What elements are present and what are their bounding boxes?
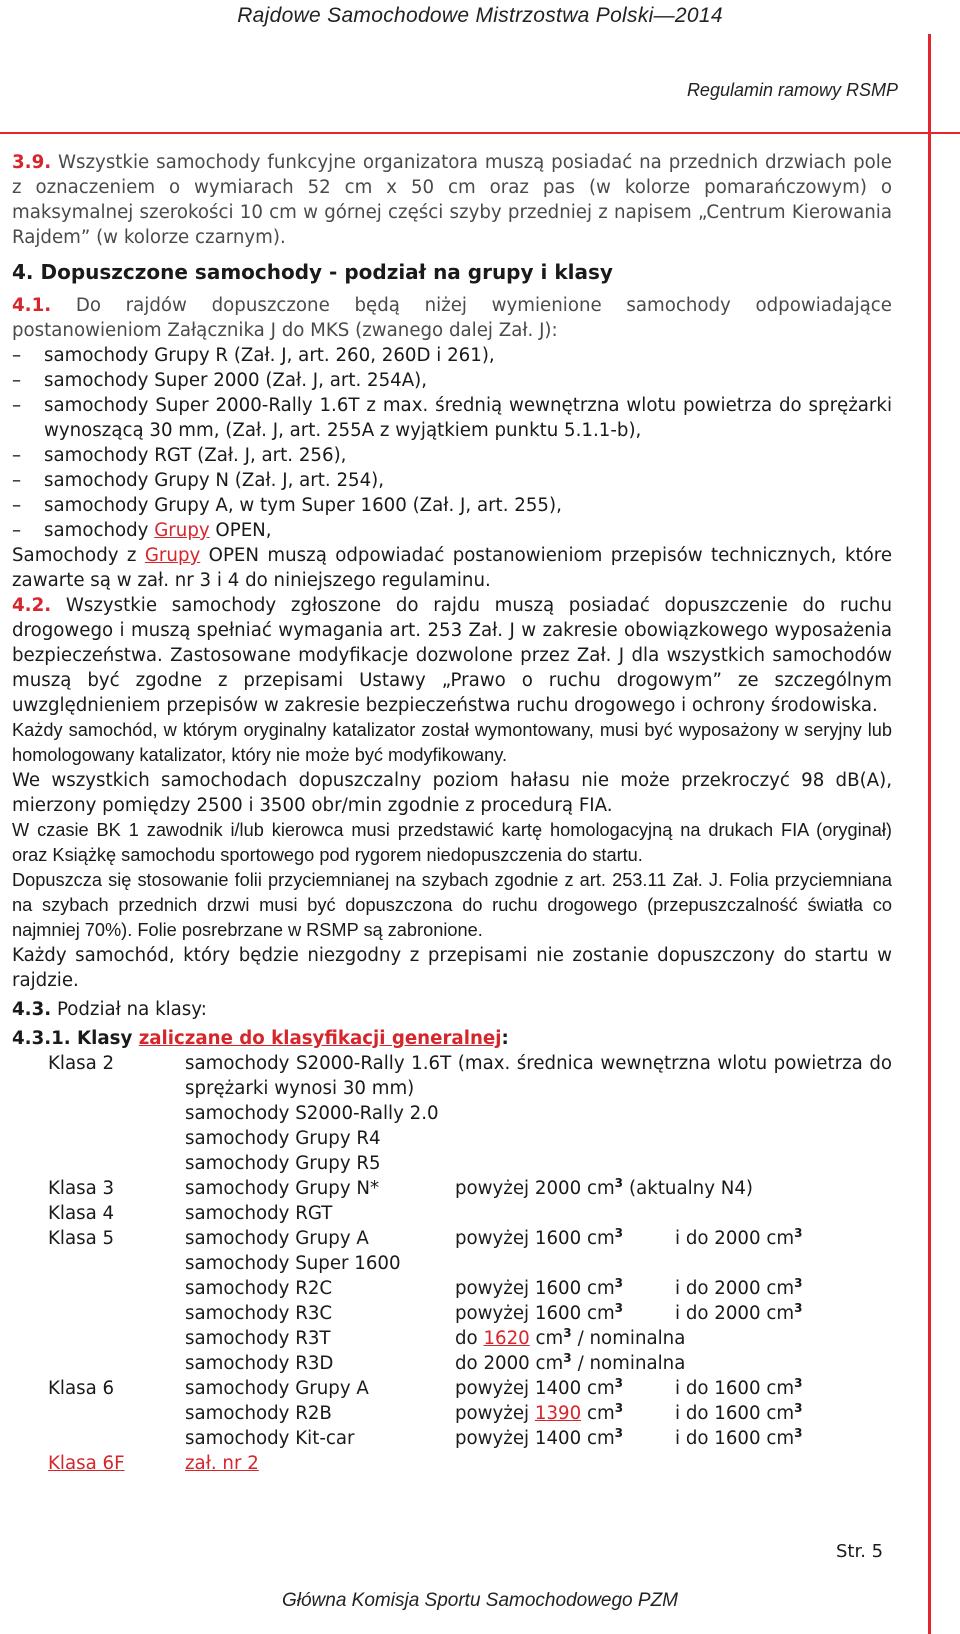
- link-grupy[interactable]: Grupy: [154, 520, 210, 541]
- link-1620[interactable]: 1620: [483, 1328, 530, 1349]
- class-cars: samochody Grupy R5: [185, 1153, 381, 1174]
- table-row: [12, 1051, 892, 1101]
- class-note: / nominalna: [577, 1353, 686, 1374]
- page-number: Str. 5: [836, 1541, 884, 1562]
- catalyst-paragraph: Każdy samochód, w którym oryginalny katalizator został wymontowany, musi być wyposażony w seryjny lub homologowany katalizator, który nie może być modyfikowany.: [12, 720, 892, 765]
- list-item: – samochody Super 2000 (Zał. J, art. 254A),: [12, 368, 892, 393]
- class-capacity: powyżej 1400 $cm^3$: [455, 1425, 624, 1449]
- section-number: 4.3.: [12, 999, 52, 1020]
- class-cars: samochody R3C: [185, 1303, 333, 1324]
- section-4-1: [12, 293, 892, 343]
- table-row: [12, 1301, 892, 1326]
- class-capacity-max: i do 2000 $cm^3$: [675, 1275, 803, 1299]
- class-cars: samochody R3T: [185, 1328, 331, 1349]
- margin-rule: [928, 34, 931, 1634]
- foil-paragraph: Dopuszcza się stosowanie folii przyciemnianej na szybach zgodnie z art. 253.11 Zał. J. Folia przyciemniana na szybach przednich drzwi musi być dopuszczona do ruchu drogowego (przepuszczalność światła co najmniej 70%). Folie posrebrzane w RSMP są zabronione.: [12, 870, 892, 940]
- allowed-cars-list: [12, 343, 892, 543]
- list-item: – samochody RGT (Zał. J, art. 256),: [12, 443, 892, 468]
- class-cars: samochody Grupy R4: [185, 1128, 381, 1149]
- page-footer: Główna Komisja Sportu Samochodowego PZM: [281, 1590, 679, 1611]
- class-note: / nominalna: [577, 1328, 686, 1349]
- class-cars: samochody Grupy A: [185, 1378, 369, 1399]
- list-item: – samochody Grupy N (Zał. J, art. 254),: [12, 468, 892, 493]
- class-capacity-max: i do 1600 $cm^3$: [675, 1425, 803, 1449]
- class-capacity: powyżej 2000 $cm^3$: [455, 1175, 624, 1199]
- class-capacity: do 2000 $cm^3$: [455, 1350, 572, 1374]
- noise-paragraph: We wszystkich samochodach dopuszczalny poziom hałasu nie może przekroczyć 98 dB(A), mierzony pomiędzy 2500 i 3500 obr/min zgodnie z procedurą FIA.: [12, 770, 892, 816]
- class-name: Klasa 2: [48, 1053, 115, 1074]
- class-name: Klasa 6: [48, 1378, 115, 1399]
- class-capacity-max: i do 2000 $cm^3$: [675, 1300, 803, 1324]
- classes-table: [12, 1051, 892, 1476]
- nonconform-paragraph: Każdy samochód, który będzie niezgodny z przepisami nie zostanie dopuszczony do startu w rajdzie.: [12, 945, 892, 991]
- class-cars: samochody S2000-Rally 1.6T (max. średnica wewnętrzna wlotu powietrza do sprężarki wynosi 30 mm): [185, 1053, 892, 1099]
- table-row: [12, 1226, 892, 1251]
- section-4-2: [12, 593, 892, 718]
- section-text: Wszystkie samochody funkcyjne organizatora muszą posiadać na przednich drzwiach pole z oznaczeniem o wymiarach 52 cm x 50 cm oraz pas (w kolorze pomarańczowym) o maksymalnej szerokości 10 cm w górnej części szyby przedniej z napisem „Centrum Kierowania Rajdem” (w kolorze czarnym).: [12, 152, 892, 248]
- table-row: [12, 1251, 892, 1276]
- section-number: 4.2.: [12, 595, 52, 616]
- link-general-classification[interactable]: zaliczane do klasyfikacji generalnej: [138, 1028, 502, 1049]
- class-cars: samochody R2C: [185, 1278, 333, 1299]
- class-cars: samochody Grupy A: [185, 1228, 369, 1249]
- section-number: 4.1.: [12, 295, 52, 316]
- section-text: Wszystkie samochody zgłoszone do rajdu muszą posiadać dopuszczenie do ruchu drogowego i muszą spełniać wymagania art. 253 Zał. J w zakresie obowiązkowego wyposażenia bezpieczeństwa. Zastosowane modyfikacje dozwolone przez Zał. J dla wszystkich samochodów muszą być zgodne z przepisami Ustawy „Prawo o ruchu drogowym” ze szczególnym uwzględnieniem przepisów w zakresie bezpieczeństwa ruchu drogowego i ochrony środowiska.: [12, 595, 892, 716]
- table-row: [12, 1351, 892, 1376]
- link-klasa-6f[interactable]: Klasa 6F: [48, 1453, 125, 1474]
- table-row: [12, 1101, 892, 1126]
- class-cars: samochody RGT: [185, 1203, 333, 1224]
- table-row: [12, 1151, 892, 1176]
- document-title: Rajdowe Samochodowe Mistrzostwa Polski—2014: [237, 4, 723, 27]
- class-note: (aktualny N4): [629, 1178, 754, 1199]
- table-row: [12, 1451, 892, 1476]
- link-grupy[interactable]: Grupy: [144, 545, 201, 566]
- section-text: Podział na klasy:: [56, 999, 207, 1020]
- table-row: [12, 1326, 892, 1351]
- class-capacity: powyżej 1390 $cm^3$: [455, 1400, 624, 1424]
- document-subtitle: Regulamin ramowy RSMP: [686, 80, 898, 100]
- header-rule: [0, 132, 960, 134]
- class-capacity: powyżej 1400 $cm^3$: [455, 1375, 624, 1399]
- list-item: – samochody Grupy A, w tym Super 1600 (Zał. J, art. 255),: [12, 493, 892, 518]
- class-name: Klasa 4: [48, 1203, 115, 1224]
- bk1-paragraph: W czasie BK 1 zawodnik i/lub kierowca musi przedstawić kartę homologacyjną na drukach FIA (oryginał) oraz Książkę samochodu sportowego pod rygorem niedopuszczenia do startu.: [12, 820, 892, 865]
- section-number: 3.9.: [12, 152, 52, 173]
- section-4-heading: 4. Dopuszczone samochody - podział na grupy i klasy: [12, 260, 613, 284]
- class-cars: samochody S2000-Rally 2.0: [185, 1103, 439, 1124]
- class-cars: samochody R3D: [185, 1353, 334, 1374]
- table-row: [12, 1401, 892, 1426]
- table-row: [12, 1376, 892, 1401]
- table-row: [12, 1176, 892, 1201]
- section-3-9: [12, 150, 892, 250]
- class-capacity-max: i do 1600 $cm^3$: [675, 1375, 803, 1399]
- class-cars: samochody Grupy N*: [185, 1178, 380, 1199]
- class-capacity: do 1620 $cm^3$: [455, 1325, 572, 1349]
- section-number: 4.3.1.: [12, 1028, 71, 1049]
- class-capacity: powyżej 1600 $cm^3$: [455, 1275, 624, 1299]
- link-zal-nr-2[interactable]: zał. nr 2: [185, 1453, 259, 1474]
- list-item: – samochody Super 2000-Rally 1.6T z max. średnią wewnętrzna wlotu powietrza do sprężarki wynoszącą 30 mm, (Zał. J, art. 255A z wyjątkiem punktu 5.1.1-b),: [12, 393, 892, 443]
- open-group-paragraph: Samochody z Grupy OPEN muszą odpowiadać postanowieniom przepisów technicznych, które zawarte są w zał. nr 3 i 4 do niniejszego regulaminu.: [12, 545, 893, 591]
- link-1390[interactable]: 1390: [534, 1403, 582, 1424]
- class-capacity-max: i do 2000 $cm^3$: [675, 1225, 803, 1249]
- page-content: [12, 150, 892, 1476]
- class-capacity: powyżej 1600 $cm^3$: [455, 1225, 624, 1249]
- class-name: Klasa 5: [48, 1228, 115, 1249]
- class-cars: samochody R2B: [185, 1403, 332, 1424]
- section-4-3-1: 4.3.1. Klasy zaliczane do klasyfikacji generalnej:: [12, 1028, 509, 1049]
- table-row: [12, 1201, 892, 1226]
- section-4-3: [12, 997, 892, 1022]
- class-cars: samochody Kit-car: [185, 1428, 355, 1449]
- table-row: [12, 1276, 892, 1301]
- class-capacity-max: i do 1600 $cm^3$: [675, 1400, 803, 1424]
- list-item: – samochody Grupy OPEN,: [12, 518, 892, 543]
- class-cars: samochody Super 1600: [185, 1253, 401, 1274]
- table-row: [12, 1126, 892, 1151]
- class-capacity: powyżej 1600 $cm^3$: [455, 1300, 624, 1324]
- table-row: [12, 1426, 892, 1451]
- class-name: Klasa 3: [48, 1178, 115, 1199]
- list-item: – samochody Grupy R (Zał. J, art. 260, 260D i 261),: [12, 343, 892, 368]
- section-text: Do rajdów dopuszczone będą niżej wymienione samochody odpowiadające postanowieniom Załącznika J do MKS (zwanego dalej Zał. J):: [12, 295, 892, 341]
